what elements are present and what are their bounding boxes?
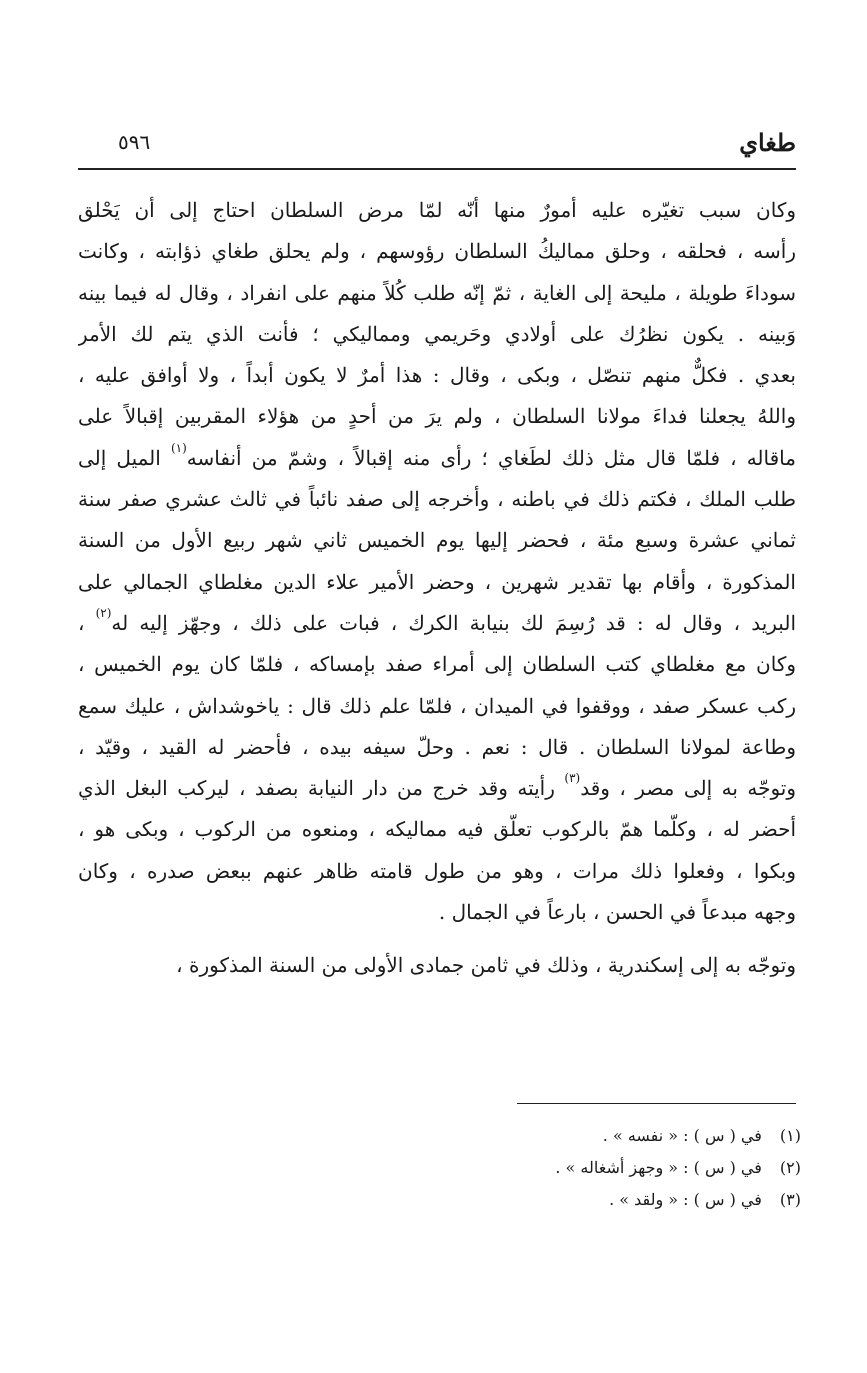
- footnote-1: [401, 1120, 801, 1152]
- text-line: طلب الملك ، فكتم ذلك في باطنه ، وأخرجه إلى صفد نائباً في ثالث عشري صفر سنة: [78, 487, 796, 512]
- text-line: أحضر له ، وكلّما همّ بالركوب تعلّق فيه مماليكه ، ومنعوه من الركوب ، وبكى هو ،: [78, 817, 796, 842]
- footnote-rule: [517, 1103, 796, 1104]
- footnote-text: في ( س ) : « ولقد » .: [609, 1190, 762, 1209]
- text-line: وَبينه . يكون نظرُك على أولادي وحَريمي ومماليكي ؛ فأنت الذي يتم لك الأمر: [78, 321, 796, 346]
- body-text: [78, 190, 796, 987]
- text-line: واللهُ يجعلنا فداءَ مولانا السلطان ، ولم يرَ من أحدٍ من هؤلاء المقربين إقبالاً على: [78, 404, 796, 429]
- footnote-ref-1[interactable]: (١): [170, 440, 187, 455]
- text-line: وبكوا ، وفعلوا ذلك مرات ، وهو من طول قامته ظاهر عنهم ببعض صدره ، وكان: [78, 858, 796, 883]
- footnote-3: [401, 1184, 801, 1216]
- text-line: [78, 603, 796, 644]
- line-text: الميل إلى: [78, 445, 161, 470]
- footnote-ref-3[interactable]: (٣): [564, 771, 581, 786]
- footnotes: [401, 1120, 801, 1216]
- line-text: البريد ، وقال له : قد رُسِمَ لك بنيابة الكرك ، فبات على ذلك ، وجهّز إليه له: [111, 610, 796, 635]
- line-text: رأيته وقد خرج من دار النيابة بصفد ، ليركب البغل الذي: [78, 776, 555, 801]
- text-line: ركب عسكر صفد ، ووقفوا في الميدان ، فلمّا علم ذلك قال : ياخوشداش ، عليك سمع: [78, 693, 796, 718]
- footnote-number: (١): [779, 1126, 801, 1145]
- footnote-number: (٢): [779, 1158, 801, 1177]
- footnote-text: في ( س ) : « نفسه » .: [602, 1126, 762, 1145]
- text-line: رأسه ، فحلقه ، وحلق مماليكُ السلطان رؤوسهم ، ولم يحلق طغاي ذؤابته ، وكانت: [78, 239, 796, 264]
- header-rule: [78, 168, 796, 170]
- text-line: [78, 768, 796, 809]
- line-text: ماقاله ، فلمّا قال مثل ذلك لطَغاي ؛ رأى منه إقبالاً ، وشمّ من أنفاسه: [186, 445, 796, 470]
- line-text: وتوجّه به إلى مصر ، وقد: [580, 776, 796, 801]
- text-line: ثماني عشرة وسبع مئة ، فحضر إليها يوم الخميس ثاني شهر ربيع الأول من السنة: [78, 528, 796, 553]
- text-line: سوداءَ طويلة ، مليحة إلى الغاية ، ثمّ إنّه طلب كُلاً منهم على انفراد ، وقال له فيما بينه: [78, 280, 796, 305]
- page-number: ٥٩٦: [118, 130, 151, 154]
- text-line: وجهه مبدعاً في الحسن ، بارعاً في الجمال .: [438, 900, 796, 925]
- text-line: بعدي . فكلٌّ منهم تنصّل ، وبكى ، وقال : هذا أمرٌ لا يكون أبداً ، ولا أوافق عليه ،: [78, 363, 796, 388]
- text-line: وكان مع مغلطاي كتب السلطان إلى أمراء صفد بإمساكه ، فلمّا كان يوم الخميس ،: [78, 652, 796, 677]
- footnote-2: [401, 1152, 801, 1184]
- paragraph-gap: [78, 933, 796, 945]
- text-line: [78, 438, 796, 479]
- footnote-text: في ( س ) : « وجهز أشغاله » .: [555, 1158, 762, 1177]
- text-line: وتوجّه به إلى إسكندرية ، وذلك في ثامن جمادى الأولى من السنة المذكورة ،: [176, 953, 796, 978]
- text-line: وكان سبب تغيّره عليه أمورٌ منها أنّه لمّا مرض السلطان احتاج إلى أن يَحْلق: [78, 198, 796, 222]
- footnote-ref-2[interactable]: (٢): [95, 605, 112, 620]
- running-head: [78, 128, 796, 164]
- page-title: طغاي: [739, 128, 796, 157]
- line-text: ،: [78, 610, 85, 635]
- footnote-number: (٣): [779, 1190, 801, 1209]
- text-line: المذكورة ، وأقام بها تقدير شهرين ، وحضر الأمير علاء الدين مغلطاي الجمالي على: [78, 569, 796, 594]
- text-line: وطاعة لمولانا السلطان . قال : نعم . وحلّ سيفه بيده ، فأحضر له القيد ، وقيّد ،: [78, 734, 796, 759]
